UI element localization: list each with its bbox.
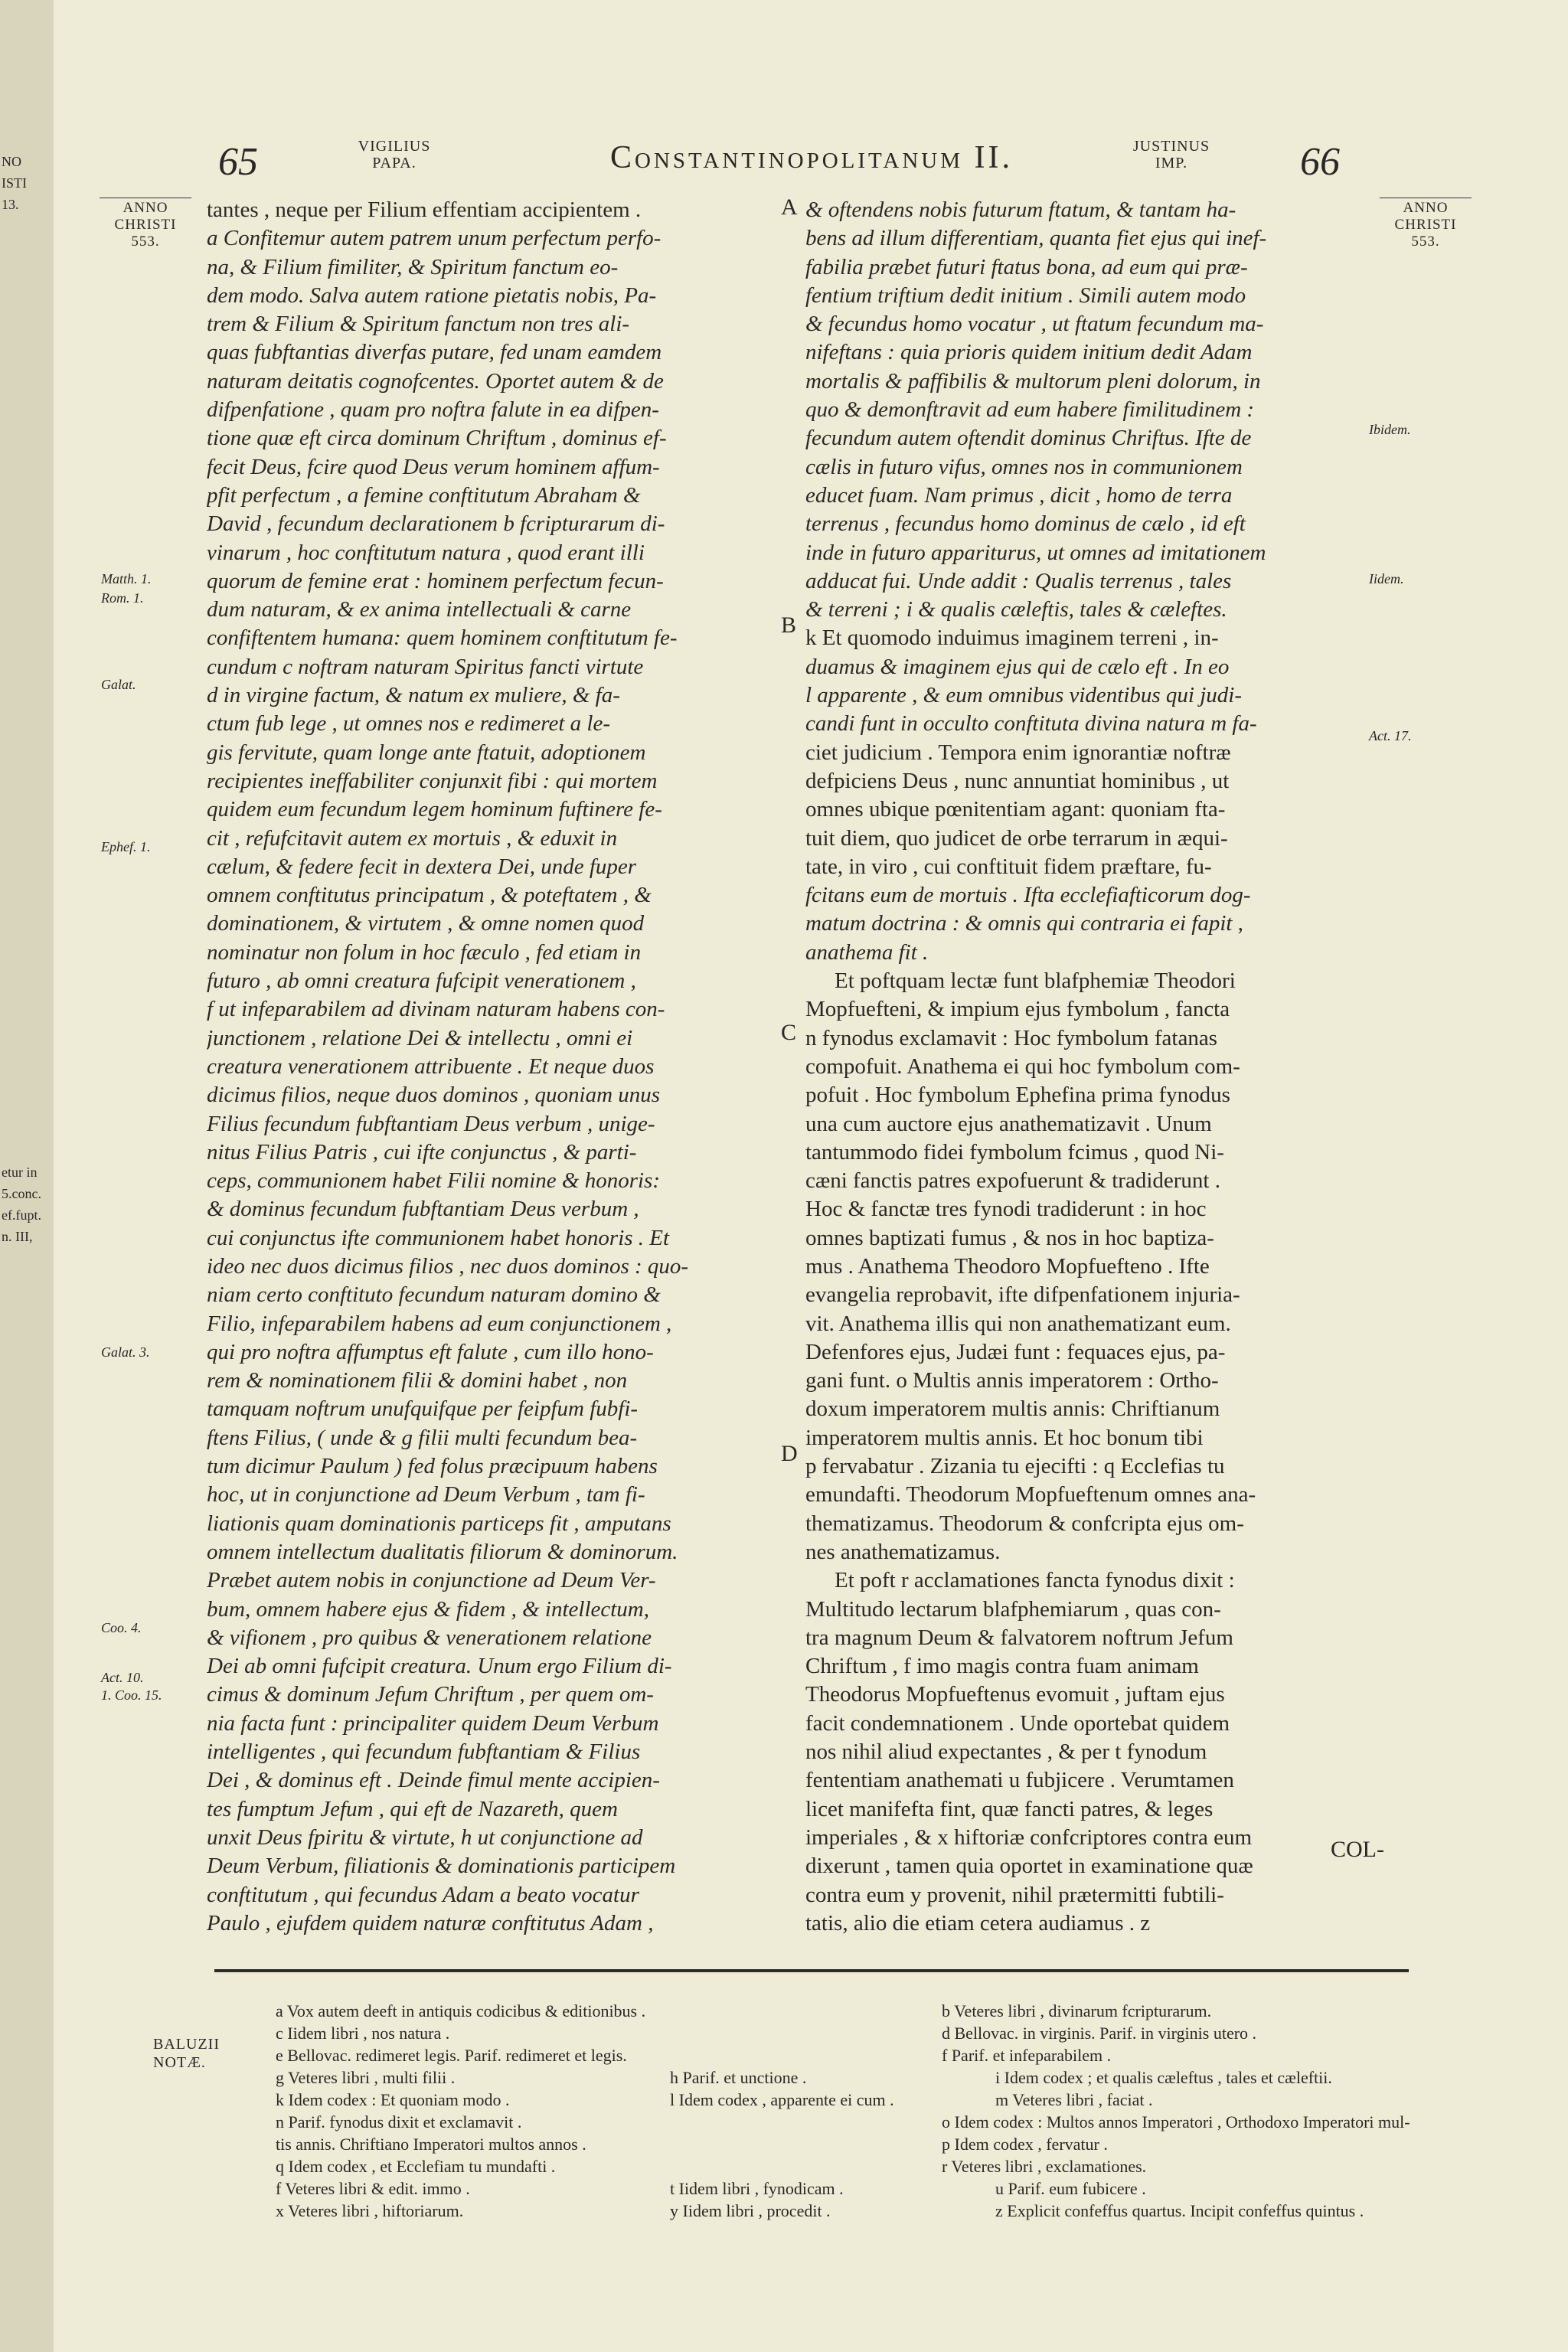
anno-christi-left — [92, 198, 199, 250]
text-line: l apparente , & eum omnibus videntibus qui judi- — [805, 683, 1243, 708]
text-line: pofuit . Hoc fymbolum Ephefina prima fynodus — [805, 1083, 1230, 1108]
footnote: h Parif. et unctione . — [670, 2068, 807, 2087]
footnote: q Idem codex , et Ecclefiam tu mundafti . — [276, 2157, 556, 2176]
text-line: nes anathematizamus. — [805, 1539, 1001, 1564]
strip-text: ef.fupt. — [2, 1207, 41, 1223]
text-line: bum, omnem habere ejus & fidem , & intellectum, — [207, 1596, 650, 1622]
text-line: f ut infeparabilem ad divinam naturam habens con- — [207, 997, 665, 1022]
text-line: David , fecundum declarationem b fcripturarum di- — [207, 511, 665, 537]
header-right-small — [1110, 138, 1233, 172]
text-line: doxum imperatorem multis annis: Chriftianum — [805, 1396, 1220, 1422]
footnote-row — [276, 2066, 1409, 2089]
text-line: vinarum , hoc conftitutum natura , quod erant illi — [207, 540, 645, 565]
strip-text: etur in — [2, 1165, 38, 1180]
text-line: gani funt. o Multis annis imperatorem : Ortho- — [805, 1368, 1219, 1393]
page-number-left: 65 — [218, 140, 258, 184]
text-line: nifeftans : quia prioris quidem initium dedit Adam — [805, 340, 1253, 365]
header-left-line-1: VIGILIUS — [358, 138, 431, 155]
text-line: Et poft r acclamationes fancta fynodus dixit : — [835, 1568, 1235, 1593]
text-line: & fecundus homo vocatur , ut ftatum fecundum ma- — [805, 312, 1264, 337]
text-line: matum doctrina : & omnis qui contraria ei fapit , — [805, 911, 1243, 936]
text-line: omnem intellectum dualitatis filiorum & dominorum. — [207, 1539, 678, 1564]
footnote-row — [276, 2089, 1409, 2111]
right-text-column — [805, 196, 1372, 1938]
footnote: r Veteres libri , exclamationes. — [942, 2157, 1147, 2176]
footnote: g Veteres libri , multi filii . — [276, 2068, 456, 2087]
text-line: fcitans eum de mortuis . Ifta ecclefiafticorum dog- — [805, 883, 1251, 908]
text-line: & oftendens nobis futurum ftatum, & tantam ha- — [805, 198, 1236, 222]
notes-label-line: BALUZII — [153, 2036, 220, 2053]
header-right-line-2: IMP. — [1155, 155, 1188, 172]
text-line: tuit diem, quo judicet de orbe terrarum in æqui- — [805, 825, 1228, 851]
text-line: cui conjunctus ifte communionem habet honoris . Et — [207, 1225, 670, 1250]
margin-ref: Iidem. — [1369, 571, 1404, 586]
footnote-row — [276, 2200, 1409, 2222]
text-line: nitus Filius Patris , cui ifte conjunctus , & parti- — [207, 1139, 637, 1165]
notes-label-line: NOTÆ. — [153, 2054, 206, 2071]
footnote: c Iidem libri , nos natura . — [276, 2024, 450, 2043]
footnote-row — [276, 2044, 1409, 2066]
footnote: l Idem codex , apparente ei cum . — [670, 2090, 894, 2109]
margin-ref: Rom. 1. — [101, 590, 144, 606]
text-line: Deum Verbum, filiationis & dominationis participem — [207, 1854, 676, 1879]
text-line: tra magnum Deum & falvatorem noftrum Jefum — [805, 1625, 1233, 1650]
text-line: cælum, & federe fecit in dextera Dei, unde fuper — [207, 854, 637, 879]
text-line: adducat fui. Unde addit : Qualis terrenus , tales — [805, 568, 1232, 593]
text-line: anathema fit . — [805, 939, 929, 965]
text-line: mus . Anathema Theodoro Mopfuefteno . Ifte — [805, 1253, 1210, 1279]
text-line: nia facta funt : principaliter quidem Deum Verbum — [207, 1710, 659, 1736]
footnote-row — [276, 2133, 1409, 2155]
footnote: b Veteres libri , divinarum fcripturarum. — [942, 2001, 1212, 2020]
footnote-row — [276, 2155, 1409, 2177]
anno-line: CHRISTI — [1394, 217, 1457, 233]
margin-ref: Galat. 3. — [101, 1344, 150, 1360]
running-header — [54, 130, 1568, 191]
footnote: f Veteres libri & edit. immo . — [276, 2179, 470, 2198]
text-line: dominationem, & virtutem , & omne nomen quod — [207, 911, 645, 936]
margin-ref: Coo. 4. — [101, 1620, 142, 1635]
text-line: ceps, communionem habet Filii nomine & honoris: — [207, 1168, 660, 1194]
text-line: Dei ab omni fufcipit creatura. Unum ergo Filium di- — [207, 1654, 672, 1679]
text-line: Defenfores ejus, Judæi funt : fequaces ejus, pa- — [805, 1339, 1226, 1364]
text-line: cælis in futuro vifus, omnes nos in communionem — [805, 454, 1243, 479]
footnote: f Parif. et infeparabilem . — [942, 2046, 1112, 2065]
text-line: omnem conftitutus principatum , & poteftatem , & — [207, 883, 652, 908]
text-line: gis fervitute, quam longe ante ftatuit, adoptionem — [207, 740, 646, 765]
footnote-divider — [214, 1969, 1409, 1972]
page-title: Constantinopolitanum II. — [610, 140, 1013, 175]
footnote: n Parif. fynodus dixit et exclamavit . — [276, 2112, 522, 2132]
footnote: tis annis. Chriftiano Imperatori multos annos . — [276, 2135, 586, 2154]
footnote-row — [276, 2177, 1409, 2200]
text-line: trem & Filium & Spiritum fanctum non tres ali- — [207, 312, 630, 337]
text-line: dum naturam, & ex anima intellectuali & carne — [207, 597, 632, 622]
footnote-row — [276, 2000, 1409, 2022]
header-left-small — [337, 138, 452, 172]
text-line: p fervabatur . Zizania tu ejecifti : q Ecclefias tu — [805, 1454, 1225, 1479]
text-line: qui pro noftra affumptus eft falute , cum illo hono- — [207, 1339, 654, 1364]
text-line: na, & Filium fimiliter, & Spiritum fanctum eo- — [207, 254, 619, 279]
text-line: ideo nec duos dicimus filios , nec duos dominos : quo- — [207, 1253, 689, 1279]
text-line: & vifionem , pro quibus & venerationem relatione — [207, 1625, 652, 1650]
text-line: Præbet autem nobis in conjunctione ad Deum Ver- — [207, 1568, 656, 1593]
strip-text: n. III, — [2, 1229, 33, 1244]
text-line: tate, in viro , cui conftituit fidem præftare, fu- — [805, 854, 1212, 879]
text-line: licet manifefta fint, quæ fancti patres, & leges — [805, 1796, 1214, 1821]
text-line: Multitudo lectarum blafphemiarum , quas con- — [805, 1596, 1221, 1622]
text-line: Chriftum , f imo magis contra fuam animam — [805, 1654, 1199, 1679]
footnote: z Explicit confeffus quartus. Incipit confeffus quintus . — [995, 2201, 1364, 2220]
text-line: unxit Deus fpiritu & virtute, h ut conjunctione ad — [207, 1824, 643, 1850]
text-line: Filio, infeparabilem habens ad eum conjunctionem , — [207, 1311, 672, 1336]
anno-line: ANNO — [1403, 200, 1449, 216]
text-line: imperiales , & x hiftoriæ confcriptores contra eum — [805, 1824, 1253, 1850]
footnote-row — [276, 2022, 1409, 2044]
section-letter: A — [781, 194, 798, 220]
text-line: liationis quam dominationis particeps fit , amputans — [207, 1511, 671, 1536]
text-line: ftens Filius, ( unde & g filii multi fecundum bea- — [207, 1425, 638, 1450]
text-line: difpenfatione , quam pro noftra falute in ea difpen- — [207, 397, 659, 423]
margin-ref: Ephef. 1. — [101, 839, 151, 854]
footnotes — [276, 2000, 1409, 2222]
text-line: quas fubftantias diverfas putare, fed unam eamdem — [207, 340, 662, 365]
footnote: x Veteres libri , hiftoriarum. — [276, 2201, 464, 2220]
left-text-column — [207, 196, 772, 1938]
footnote: t Iidem libri , fynodicam . — [670, 2179, 844, 2198]
footnote: i Idem codex ; et qualis cæleftus , tales et cæleftii. — [995, 2068, 1332, 2087]
text-line: & terreni ; i & qualis cæleftis, tales & cæleftes. — [805, 597, 1227, 622]
text-line: recipientes ineffabiliter conjunxit fibi : qui mortem — [207, 768, 658, 793]
text-line: & dominus fecundum fubftantiam Deus verbum , — [207, 1197, 639, 1222]
page-number-right: 66 — [1300, 140, 1340, 184]
text-line: Hoc & fanctæ tres fynodi tradiderunt : in hoc — [805, 1197, 1207, 1222]
text-line: inde in futuro appariturus, ut omnes ad imitationem — [805, 540, 1266, 565]
text-line: quo & demonftravit ad eum habere fimilitudinem : — [805, 397, 1255, 423]
notes-label — [153, 2035, 220, 2072]
text-line: Et poftquam lectæ funt blafphemiæ Theodori — [835, 969, 1236, 994]
text-line: fecit Deus, fcire quod Deus verum hominem affum- — [207, 454, 660, 479]
footnote-row — [276, 2111, 1409, 2133]
text-line: quorum de femine erat : hominem perfectum fecun- — [207, 568, 664, 593]
text-line: n fynodus exclamavit : Hoc fymbolum fatanas — [805, 1025, 1217, 1050]
header-left-line-2: PAPA. — [372, 155, 416, 172]
text-line: intelligentes , qui fecundum fubftantiam & Filius — [207, 1740, 641, 1765]
text-line: quidem eum fecundum legem hominum fuftinere fe- — [207, 797, 662, 822]
text-line: fentium triftium dedit initium . Simili autem modo — [805, 283, 1246, 308]
text-line: educet fuam. Nam primus , dicit , homo de terra — [805, 482, 1233, 508]
text-line: tum dicimur Paulum ) fed folus præcipuum habens — [207, 1454, 658, 1479]
text-line: ciet judicium . Tempora enim ignorantiæ noftræ — [805, 740, 1231, 765]
text-line: tatis, alio die etiam cetera audiamus . z — [805, 1910, 1151, 1936]
text-line: una cum auctore ejus anathematizavit . Unum — [805, 1111, 1212, 1136]
footnote: p Idem codex , fervatur . — [942, 2135, 1108, 2154]
text-line: terrenus , fecundus homo dominus de cælo , id eft — [805, 511, 1246, 537]
section-letter: D — [781, 1441, 798, 1466]
strip-text: NO — [2, 154, 21, 169]
text-line: Mopfuefteni, & impium ejus fymbolum , fancta — [805, 997, 1230, 1022]
footnote: a Vox autem deeft in antiquis codicibus & editionibus . — [276, 2001, 646, 2020]
text-line: Theodorus Mopfueftenus evomuit , juftam ejus — [805, 1682, 1225, 1707]
margin-ref: Act. 17. — [1369, 728, 1412, 743]
text-line: conftitutum , qui fecundus Adam a beato vocatur — [207, 1882, 639, 1907]
margin-ref: Ibidem. — [1369, 422, 1411, 437]
text-line: imperatorem multis annis. Et hoc bonum tibi — [805, 1425, 1204, 1450]
text-line: emundafti. Theodorum Mopfueftenum omnes ana- — [805, 1482, 1256, 1508]
text-line: ctum fub lege , ut omnes nos e redimeret a le- — [207, 711, 610, 737]
text-line: rem & nominationem filii & domini habet , non — [207, 1368, 628, 1393]
margin-ref: Act. 10. — [101, 1670, 144, 1685]
text-line: confiftentem humana: quem hominem conftitutum fe- — [207, 626, 678, 651]
catchword: COL- — [1331, 1837, 1384, 1862]
text-line: fabilia præbet futuri ftatus bona, ad eum qui præ- — [805, 254, 1248, 279]
text-line: Paulo , ejufdem quidem naturæ conftitutus Adam , — [207, 1910, 654, 1936]
adjacent-page-strip — [0, 0, 54, 2352]
header-right-line-1: JUSTINUS — [1132, 138, 1210, 155]
text-line: fententiam anathemati u fubjicere . Verumtamen — [805, 1768, 1234, 1793]
text-line: duamus & imaginem ejus qui de cælo eft . In eo — [805, 654, 1230, 679]
footnote: d Bellovac. in virginis. Parif. in virginis utero . — [942, 2024, 1257, 2043]
text-line: facit condemnationem . Unde oportebat quidem — [805, 1710, 1230, 1736]
strip-text: 5.conc. — [2, 1186, 41, 1201]
text-line: contra eum y provenit, nihil prætermitti fubtili- — [805, 1882, 1224, 1907]
text-line: nos nihil aliud expectantes , & per t fynodum — [805, 1740, 1207, 1765]
anno-line: 553. — [131, 234, 160, 250]
text-line: Dei , & dominus eft . Deinde fimul mente accipien- — [207, 1768, 660, 1793]
anno-line: CHRISTI — [114, 217, 177, 233]
text-line: dicimus filios, neque duos dominos , quoniam unus — [207, 1083, 661, 1108]
anno-christi-right — [1372, 198, 1479, 250]
text-line: tes fumptum Jefum , qui eft de Nazareth, quem — [207, 1796, 618, 1821]
text-line: vit. Anathema illis qui non anathematizant eum. — [805, 1311, 1231, 1336]
text-line: junctionem , relatione Dei & intellectu , omni ei — [207, 1025, 633, 1050]
text-line: creatura venerationem attribuente . Et neque duos — [207, 1054, 655, 1079]
text-line: compofuit. Anathema ei qui hoc fymbolum com- — [805, 1054, 1240, 1079]
text-line: d in virgine factum, & natum ex muliere, & fa- — [207, 683, 620, 708]
text-line: omnes baptizati fumus , & nos in hoc baptiza- — [805, 1225, 1214, 1250]
text-line: cimus & dominum Jefum Chriftum , per quem om- — [207, 1682, 654, 1707]
text-line: tantummodo fidei fymbolum fcimus , quod Ni- — [805, 1139, 1224, 1165]
footnote: o Idem codex : Multos annos Imperatori , Orthodoxo Imperatori mul- — [942, 2112, 1410, 2132]
anno-line: ANNO — [122, 200, 168, 216]
section-letter: B — [781, 612, 797, 638]
footnote: m Veteres libri , faciat . — [995, 2090, 1153, 2109]
text-line: naturam deitatis cognofcentes. Oportet autem & de — [207, 368, 664, 394]
text-line: fecundum autem oftendit dominus Chriftus. Ifte de — [805, 426, 1252, 451]
strip-text: 13. — [2, 197, 19, 212]
text-line: tione quæ eft circa dominum Chriftum , dominus ef- — [207, 426, 667, 451]
text-line: omnes ubique pœnitentiam agant: quoniam fta- — [805, 797, 1226, 822]
footnote: e Bellovac. redimeret legis. Parif. redimeret et legis. — [276, 2046, 627, 2065]
text-line: mortalis & paffibilis & multorum pleni dolorum, in — [805, 368, 1261, 394]
text-line: candi funt in occulto conftituta divina natura m fa- — [805, 711, 1257, 737]
text-line: defpiciens Deus , nunc annuntiat hominibus , ut — [805, 768, 1230, 793]
text-line: dixerunt , tamen quia oportet in examinatione quæ — [805, 1854, 1253, 1879]
text-line: futuro , ab omni creatura fufcipit venerationem , — [207, 969, 636, 994]
text-line: Filius fecundum fubftantiam Deus verbum , unige- — [207, 1111, 655, 1136]
text-line: cæni fanctis patres expofuerunt & tradiderunt . — [805, 1168, 1220, 1194]
margin-ref: Galat. — [101, 677, 136, 692]
text-line: thematizamus. Theodorum & confcripta ejus om- — [805, 1511, 1244, 1536]
footnote: k Idem codex : Et quoniam modo . — [276, 2090, 510, 2109]
anno-line: 553. — [1411, 234, 1440, 250]
text-line: k Et quomodo induimus imaginem terreni , in- — [805, 626, 1219, 651]
strip-text: ISTI — [2, 175, 27, 191]
footnote: y Iidem libri , procedit . — [670, 2201, 831, 2220]
text-line: bens ad illum differentiam, quanta fiet ejus qui inef- — [805, 226, 1267, 251]
text-line: cundum c noftram naturam Spiritus fancti virtute — [207, 654, 644, 679]
margin-ref: Matth. 1. — [101, 571, 152, 586]
book-page — [54, 0, 1568, 2352]
text-line: evangelia reprobavit, ifte difpenfationem injuria- — [805, 1282, 1240, 1308]
text-line: a Confitemur autem patrem unum perfectum perfo- — [207, 226, 662, 251]
text-line: pfit perfectum , a femine conftitutum Abraham & — [207, 482, 641, 508]
footnote: u Parif. eum fubicere . — [995, 2179, 1146, 2198]
text-line: dem modo. Salva autem ratione pietatis nobis, Pa- — [207, 283, 657, 308]
text-line: cit , refufcitavit autem ex mortuis , & eduxit in — [207, 825, 618, 851]
margin-ref: 1. Coo. 15. — [101, 1687, 162, 1703]
text-line: nominatur non folum in hoc fæculo , fed etiam in — [207, 939, 642, 965]
text-line: niam certo conftituto fecundum naturam domino & — [207, 1282, 661, 1308]
section-letter: C — [781, 1020, 797, 1045]
text-line: hoc, ut in conjunctione ad Deum Verbum , tam fi- — [207, 1482, 645, 1508]
text-line: tamquam noftrum unufquifque per feipfum fubfi- — [207, 1396, 639, 1422]
text-line: tantes , neque per Filium effentiam accipientem . — [207, 198, 642, 222]
